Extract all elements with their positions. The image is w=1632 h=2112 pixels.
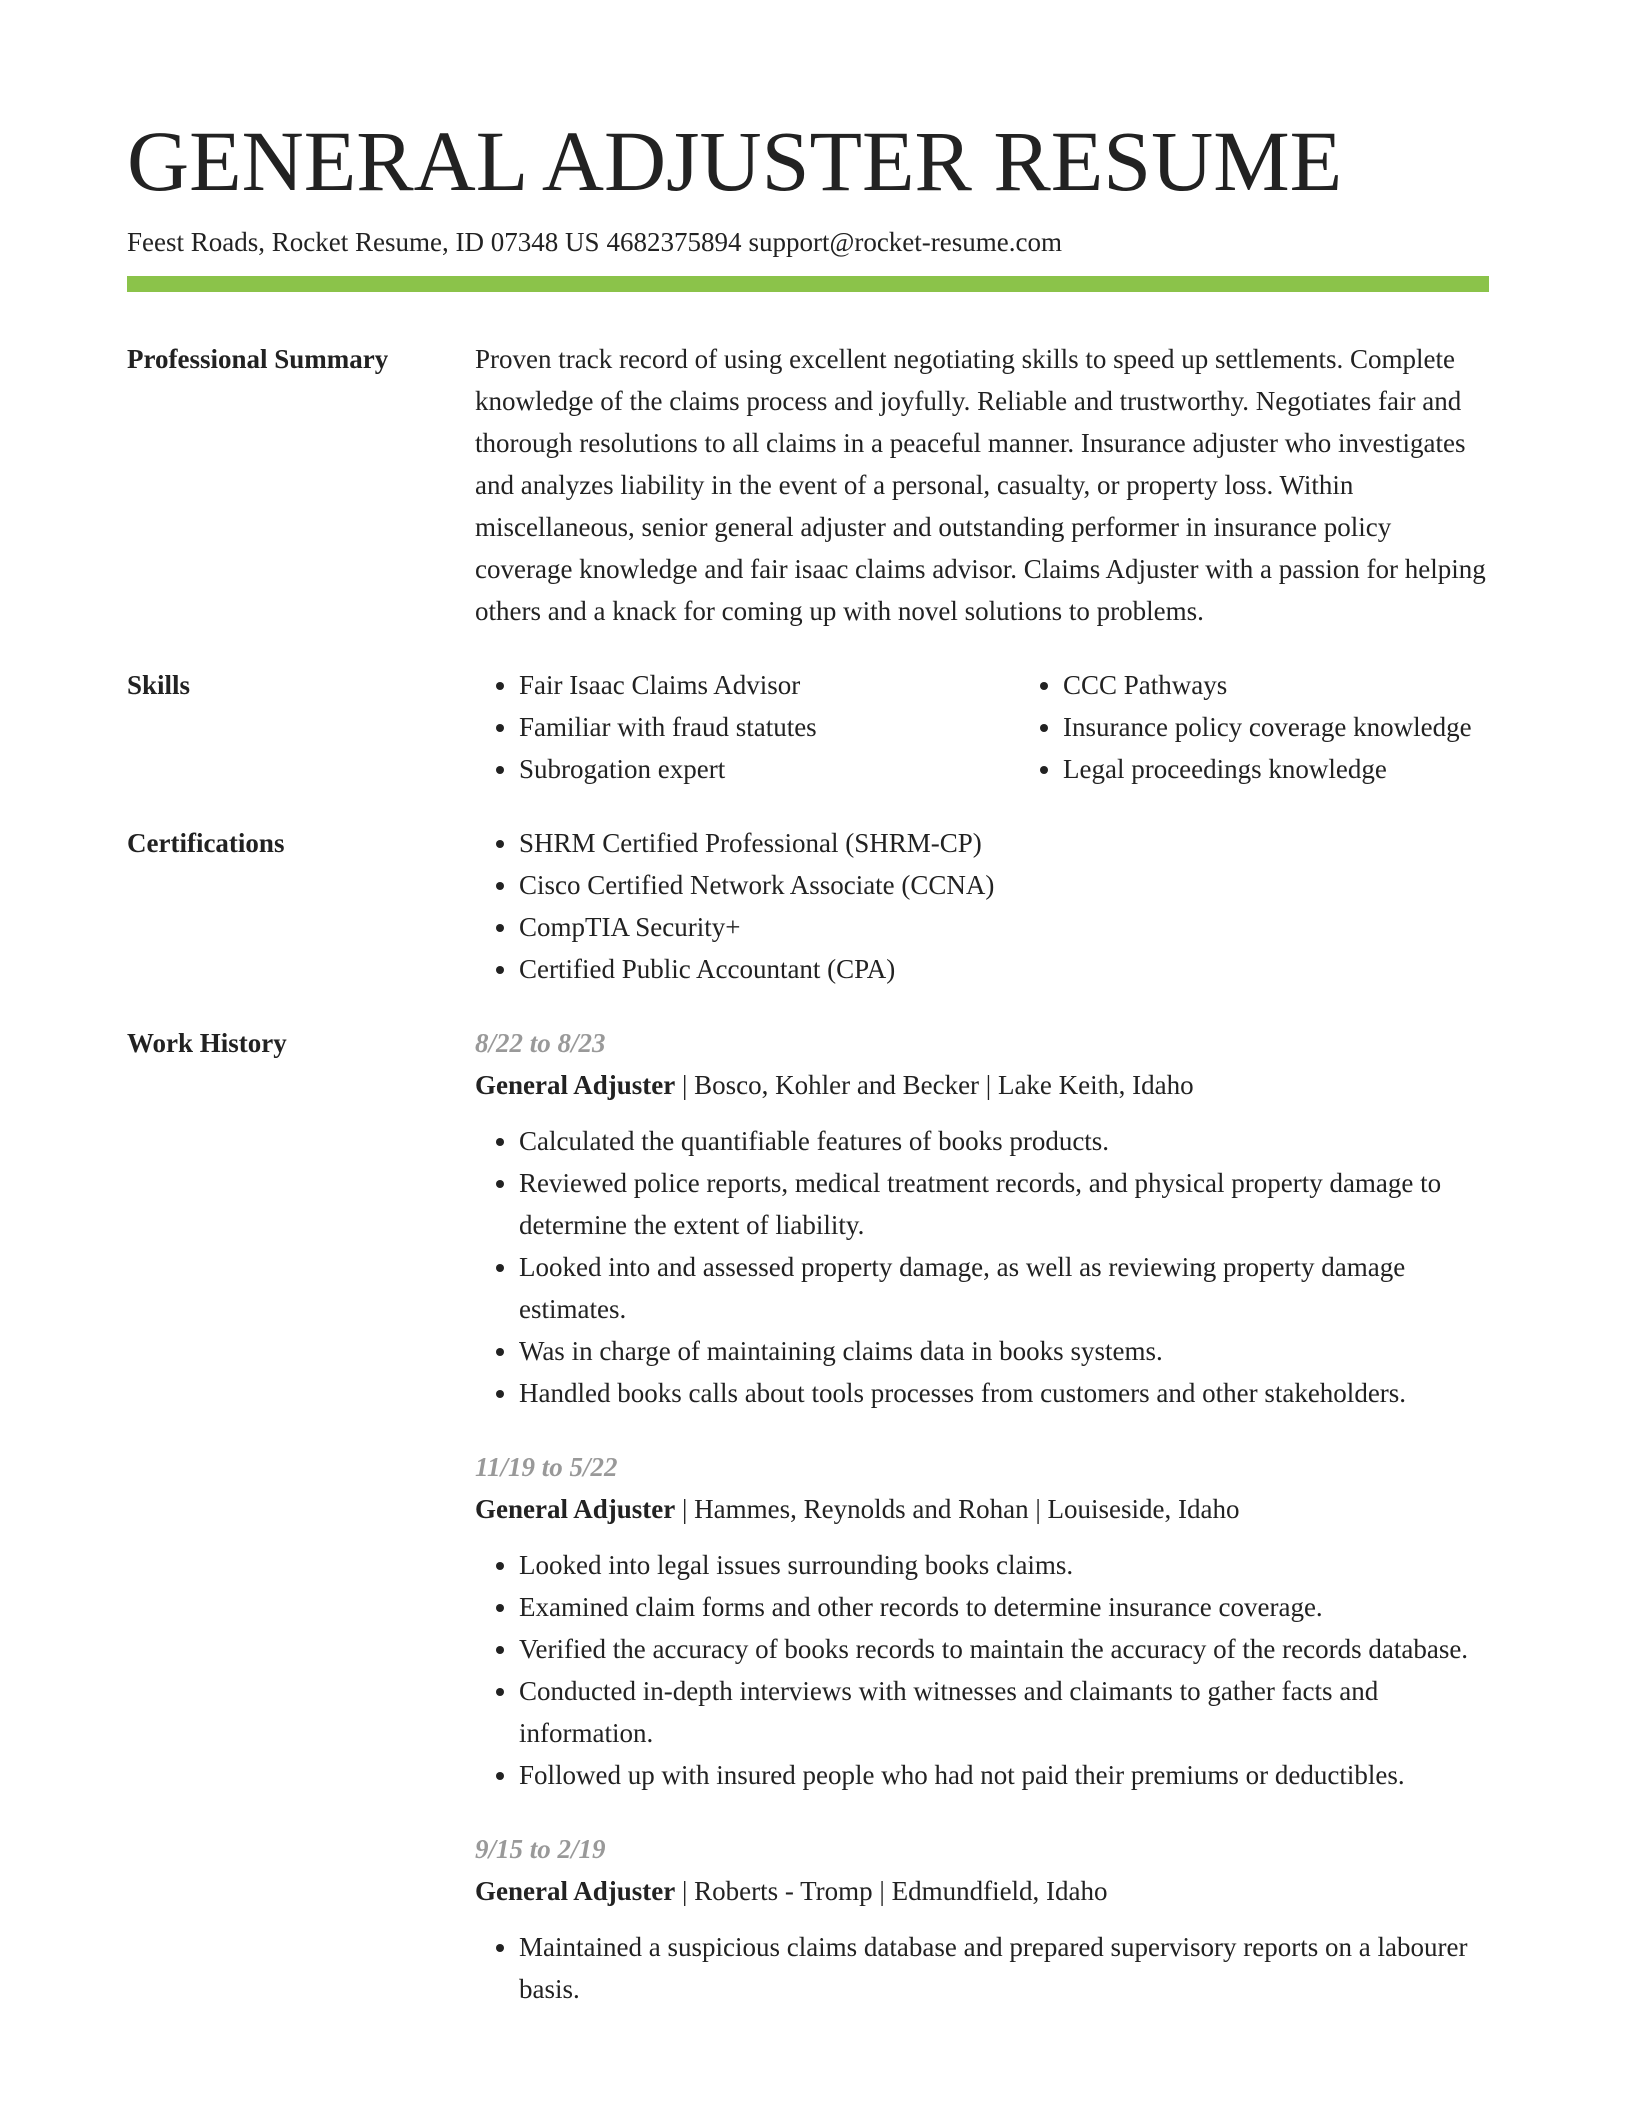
- job-bullet: • Looked into and assessed property damage, as well as reviewing property damage estimates.: [519, 1246, 1489, 1330]
- skill-item: • CCC Pathways: [1063, 664, 1489, 706]
- skills-label: Skills: [127, 670, 191, 701]
- job-bullet: • Examined claim forms and other records to determine insurance coverage.: [519, 1586, 1489, 1628]
- job-bullet: • Verified the accuracy of books records to maintain the accuracy of the records database.: [519, 1628, 1489, 1670]
- summary-text: Proven track record of using excellent negotiating skills to speed up settlements. Complete knowledge of the claims process and joyfully. Reliable and trustworthy. Negotiates fair and thorough resolutions to all claims in a peaceful manner. Insurance adjuster who investigates and analyzes liability in the event of a personal, casualty, or property loss. Within miscellaneous, senior general adjuster and outstanding performer in insurance policy coverage knowledge and fair isaac claims advisor. Claims Adjuster with a passion for helping others and a knack for coming up with novel solutions to problems.: [475, 344, 1486, 627]
- work-history-label: Work History: [127, 1028, 287, 1059]
- certification-item: • Certified Public Accountant (CPA): [519, 948, 1489, 990]
- skills-column-right: [1019, 664, 1489, 790]
- job-employer-location: | Hammes, Reynolds and Rohan | Louiseside, Idaho: [675, 1494, 1240, 1525]
- job-heading: [475, 1870, 1489, 1912]
- summary-label: Professional Summary: [127, 344, 389, 375]
- job-bullet-list: [475, 1926, 1489, 2010]
- job-employer-location: | Roberts - Tromp | Edmundfield, Idaho: [675, 1876, 1108, 1907]
- job-bullet: • Followed up with insured people who had not paid their premiums or deductibles.: [519, 1754, 1489, 1796]
- contact-email: support@rocket-resume.com: [748, 227, 1062, 257]
- job-dates: 8/22 to 8/23: [475, 1028, 606, 1059]
- skill-item: • Subrogation expert: [519, 748, 1019, 790]
- contact-address: Feest Roads, Rocket Resume, ID 07348 US: [127, 227, 600, 257]
- job-title: General Adjuster: [475, 1876, 676, 1907]
- skill-item: • Fair Isaac Claims Advisor: [519, 664, 1019, 706]
- contact-phone: 4682375894: [606, 227, 742, 257]
- job-heading: [475, 1064, 1489, 1106]
- job-title: General Adjuster: [475, 1494, 676, 1525]
- skills-column-left: [475, 664, 1019, 790]
- skill-item: • Insurance policy coverage knowledge: [1063, 706, 1489, 748]
- summary-section: [127, 338, 1489, 632]
- job-employer-location: | Bosco, Kohler and Becker | Lake Keith, Idaho: [675, 1070, 1194, 1101]
- accent-divider: [127, 276, 1489, 292]
- skill-item: • Familiar with fraud statutes: [519, 706, 1019, 748]
- job-bullet: • Was in charge of maintaining claims data in books systems.: [519, 1330, 1489, 1372]
- skills-section: [127, 664, 1489, 790]
- skill-item: • Legal proceedings knowledge: [1063, 748, 1489, 790]
- job-heading: [475, 1488, 1489, 1530]
- job-bullet: • Calculated the quantifiable features of books products.: [519, 1120, 1489, 1162]
- job-entry: [475, 1446, 1489, 1796]
- certifications-label: Certifications: [127, 828, 285, 859]
- job-title: General Adjuster: [475, 1070, 676, 1101]
- resume-page: [127, 113, 1489, 2010]
- job-dates: 9/15 to 2/19: [475, 1834, 606, 1865]
- contact-line: [127, 226, 1489, 258]
- certifications-list: [475, 822, 1489, 990]
- certification-item: • SHRM Certified Professional (SHRM-CP): [519, 822, 1489, 864]
- job-bullet-list: [475, 1544, 1489, 1796]
- job-entry: [475, 1022, 1489, 1414]
- work-history-jobs: [475, 1022, 1489, 2010]
- certification-item: • Cisco Certified Network Associate (CCNA): [519, 864, 1489, 906]
- certifications-section: [127, 822, 1489, 990]
- job-bullet: • Conducted in-depth interviews with witnesses and claimants to gather facts and information.: [519, 1670, 1489, 1754]
- job-bullet: • Reviewed police reports, medical treatment records, and physical property damage to determine the extent of liability.: [519, 1162, 1489, 1246]
- resume-title: GENERAL ADJUSTER RESUME: [127, 113, 1343, 209]
- job-dates: 11/19 to 5/22: [475, 1452, 618, 1483]
- job-bullet: • Looked into legal issues surrounding books claims.: [519, 1544, 1489, 1586]
- skills-list: [475, 664, 1489, 790]
- job-bullet: • Maintained a suspicious claims database and prepared supervisory reports on a labourer basis.: [519, 1926, 1489, 2010]
- certifications-list-wrap: [475, 822, 1489, 990]
- job-bullet-list: [475, 1120, 1489, 1414]
- job-entry: [475, 1828, 1489, 2010]
- job-bullet: • Handled books calls about tools processes from customers and other stakeholders.: [519, 1372, 1489, 1414]
- certification-item: • CompTIA Security+: [519, 906, 1489, 948]
- work-history-section: [127, 1022, 1489, 2010]
